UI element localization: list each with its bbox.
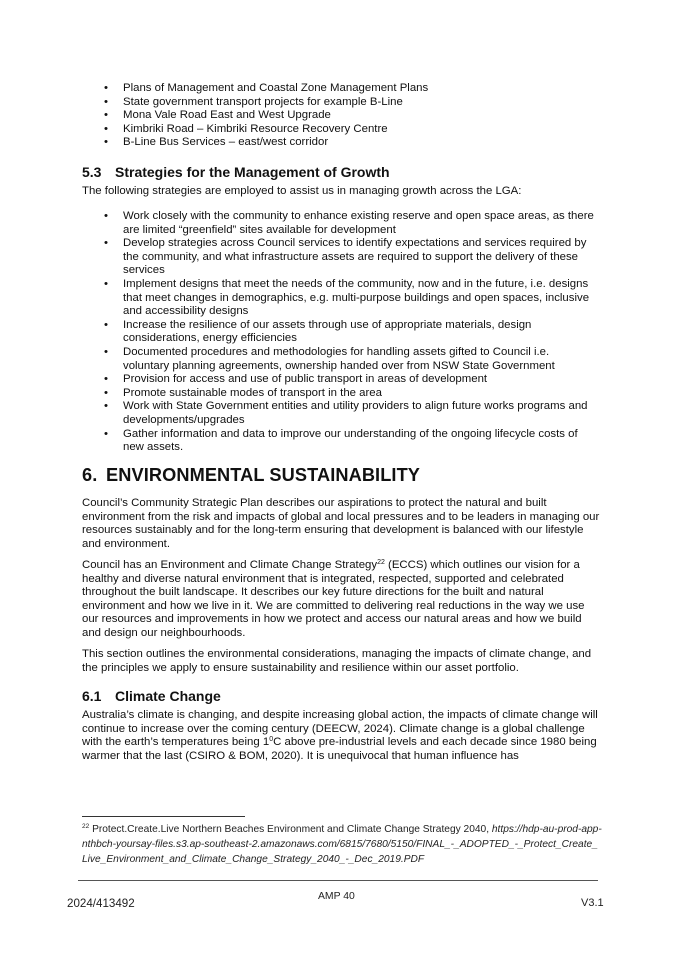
footnote-reference[interactable]: 22 [377, 559, 385, 566]
bullet-icon: • [104, 122, 108, 135]
list-item: • Kimbriki Road – Kimbriki Resource Recovery Centre [104, 122, 388, 135]
list-item: • Work closely with the community to enhance existing reserve and open space areas, as there are limited “greenfield” sites available for development [104, 210, 594, 236]
bullet-icon: • [104, 237, 108, 250]
bullet-icon: • [104, 210, 108, 222]
section-title: Climate Change [115, 688, 221, 704]
bullet-icon: • [104, 373, 108, 386]
list-item: • Develop strategies across Council services to identify expectations and services required by the community, and what infrastructure assets are required to support the delivery of these services [104, 237, 587, 277]
paragraph-community-strategic-plan: Council’s Community Strategic Plan describes our aspirations to protect the natural and built environment from the risk and impacts of global and local pressures and to be leaders in managing our resources sustainably and for the long-term ensuring that development is balanced with our lifestyle and environment. [82, 497, 600, 550]
footer-version: V3.1 [581, 897, 604, 909]
list-item: • Provision for access and use of public transport in areas of development [104, 373, 488, 386]
section-intro: The following strategies are employed to assist us in managing growth across the LGA: [82, 185, 522, 197]
bullet-icon: • [104, 318, 108, 331]
bullet-icon: • [104, 345, 108, 358]
chapter-number: 6. [82, 465, 98, 485]
chapter-title: ENVIRONMENTAL SUSTAINABILITY [106, 465, 421, 485]
bullet-icon: • [104, 386, 108, 399]
bullet-icon: • [104, 427, 108, 440]
paragraph-section-outline: This section outlines the environmental considerations, managing the impacts of climate change, and the principles we apply to ensure sustainability and resilience within our asset portfolio. [82, 648, 592, 674]
footnote-text: Protect.Create.Live Northern Beaches Environment and Climate Change Strategy 2040, [89, 824, 492, 835]
list-item: • Gather information and data to improve our understanding of the ongoing lifecycle costs of new assets. [104, 427, 578, 454]
bullet-icon: • [104, 136, 108, 149]
bullet-icon: • [104, 95, 108, 108]
footnote-link[interactable]: https://hdp-au-prod-app-nthbch-yoursay-files.s3.ap-southeast-2.amazonaws.com/6815/7680/5150/FINAL_-_ADOPTED_-_Protect_Create_Live_Environment_and_Climate_Change_Strategy_2040_-_Dec_2019.PDF [82, 824, 602, 866]
list-item: • Documented procedures and methodologies for handling assets gifted to Council i.e. voluntary planning agreements, ownership handed over from NSW State Government [104, 345, 555, 372]
growth-strategies-list [104, 210, 594, 455]
list-item: • Work with State Government entities and utility providers to align future works programs and developments/upgrades [104, 400, 588, 426]
degree-superscript: 0 [269, 736, 274, 744]
section-number: 5.3 [82, 164, 102, 180]
list-item: • Mona Vale Road East and West Upgrade [104, 109, 331, 122]
footer-divider [78, 880, 598, 881]
footnote-separator [82, 816, 245, 817]
paragraph-eccs: Council has an Environment and Climate Change Strategy$^{22}$ (ECCS) which outlines our vision for a healthy and diverse natural environment that is integrated, respected, supported and celebrated throughout the built landscape. It describes our key future directions for the built and natural environment and how we live in it. We are committed to delivering real reductions in the way we use our resources and improvements in how we protect and access our natural areas and how we build and design our neighbourhoods. [82, 559, 585, 639]
bullet-icon: • [104, 400, 108, 413]
chapter-heading-6 [82, 465, 420, 486]
list-item: • Implement designs that meet the needs of the community, now and in the future, i.e. designs that meet changes in demographics, e.g. multi-purpose buildings and open spaces, inclusive and accessibility designs [104, 277, 590, 318]
footer-page-label: AMP 40 [318, 891, 355, 902]
section-heading-6-1 [82, 688, 221, 704]
section-number: 6.1 [82, 688, 102, 704]
list-item: • Promote sustainable modes of transport in the area [104, 386, 382, 399]
list-item: • State government transport projects for example B-Line [104, 95, 403, 108]
list-item: • Increase the resilience of our assets through use of appropriate materials, design considerations, energy efficiencies [104, 318, 532, 345]
footnote [82, 822, 602, 868]
section-title: Strategies for the Management of Growth [115, 164, 390, 180]
paragraph-climate-change: Australia’s climate is changing, and despite increasing global action, the impacts of climate change will continue to increase over the coming century (DEECW, 2024). Climate change is a global challenge with the earth’s temperatures being $1^0C$ above pre-industrial levels and each decade since 1980 being warmer that the last (CSIRO & BOM, 2020). It is unequivocal that human influence has [82, 709, 598, 762]
section-heading-5-3 [82, 164, 390, 180]
bullet-icon: • [104, 277, 108, 290]
footnote-number: 22 [82, 823, 90, 830]
list-item: • B-Line Bus Services – east/west corridor [104, 136, 329, 149]
list-item: • Plans of Management and Coastal Zone Management Plans [104, 82, 429, 94]
footer-document-id: 2024/413492 [67, 897, 135, 910]
bullet-icon: • [104, 82, 108, 94]
infrastructure-projects-list [104, 82, 594, 150]
bullet-icon: • [104, 109, 108, 122]
